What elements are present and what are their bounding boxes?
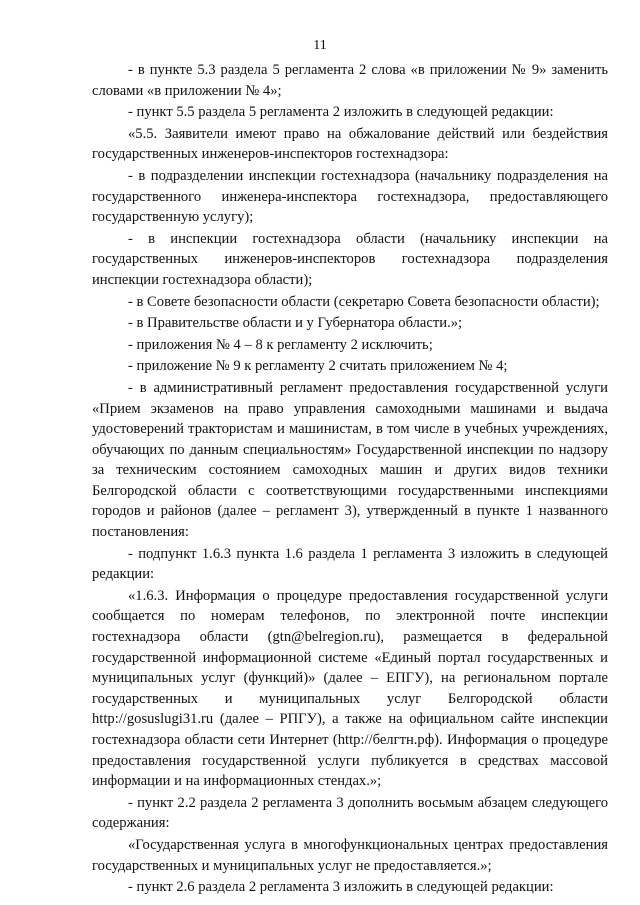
paragraph: - пункт 2.6 раздела 2 регламента 3 изложить в следующей редакции: (128, 879, 554, 896)
paragraph: «1.6.3. Информация о процедуре предоставления государственной услуги сообщается по номерам телефонов, по электронной почте инспекции гостехнадзора области (gtn@belregion.ru), размещается в федеральной государственной информационной системе «Единый портал государственных и муниципальных услуг (функций)» (далее – ЕПГУ), на региональном портале государственных и муниципальных услуг Белгородской области http://gosuslugi31.ru (далее – РПГУ), а также на официальном сайте инспекции гостехнадзора области сети Интернет (http://белгтн.рф). Информация о процедуре предоставления государственной услуги публикуется в средствах массовой информации и на информационных стендах.»; (92, 587, 608, 790)
paragraph: «5.5. Заявители имеют право на обжалование действий или бездействия государственных инженеров-инспекторов гостехнадзора: (92, 125, 608, 163)
paragraph: - подпункт 1.6.3 пункта 1.6 раздела 1 регламента 3 изложить в следующей редакции: (92, 545, 608, 583)
paragraph: - в административный регламент предоставления государственной услуги «Прием экзаменов на право управления самоходными машинами и выдача удостоверений трактористам и машинистам, в том числе в учебных учреждениях, обучающих по данным специальностям» Государственной инспекции по надзору за техническим состоянием самоходных машин и других видов техники Белгородской области с соответствующими государственными инспекциями городов и районов (далее – регламент 3), утвержденный в пункте 1 названного постановления: (92, 379, 608, 541)
paragraph: - приложение № 9 к регламенту 2 считать приложением № 4; (128, 358, 508, 375)
document-body (92, 60, 608, 899)
paragraph: - пункт 2.2 раздела 2 регламента 3 дополнить восьмым абзацем следующего содержания: (92, 794, 608, 832)
paragraph: - пункт 5.5 раздела 5 регламента 2 изложить в следующей редакции: (128, 104, 554, 121)
paragraph: - в Правительстве области и у Губернатора области.»; (128, 315, 463, 332)
paragraph: - в Совете безопасности области (секретарю Совета безопасности области); (128, 293, 600, 310)
paragraph: - в подразделении инспекции гостехнадзора (начальнику подразделения на государственного инженера-инспектора гостехнадзора, предоставляющего государственную услугу); (92, 167, 608, 226)
paragraph: - в инспекции гостехнадзора области (начальнику инспекции на государственных инженеров-инспекторов гостехнадзора подразделения инспекции гостехнадзора области); (92, 230, 608, 288)
page-number: 11 (313, 38, 327, 53)
paragraph: - приложения № 4 – 8 к регламенту 2 исключить; (128, 336, 433, 353)
paragraph: «Государственная услуга в многофункциональных центрах предоставления государственных и муниципальных услуг не предоставляется.»; (92, 836, 608, 874)
paragraph: - в пункте 5.3 раздела 5 регламента 2 слова «в приложении № 9» заменить словами «в приложении № 4»; (92, 62, 608, 99)
